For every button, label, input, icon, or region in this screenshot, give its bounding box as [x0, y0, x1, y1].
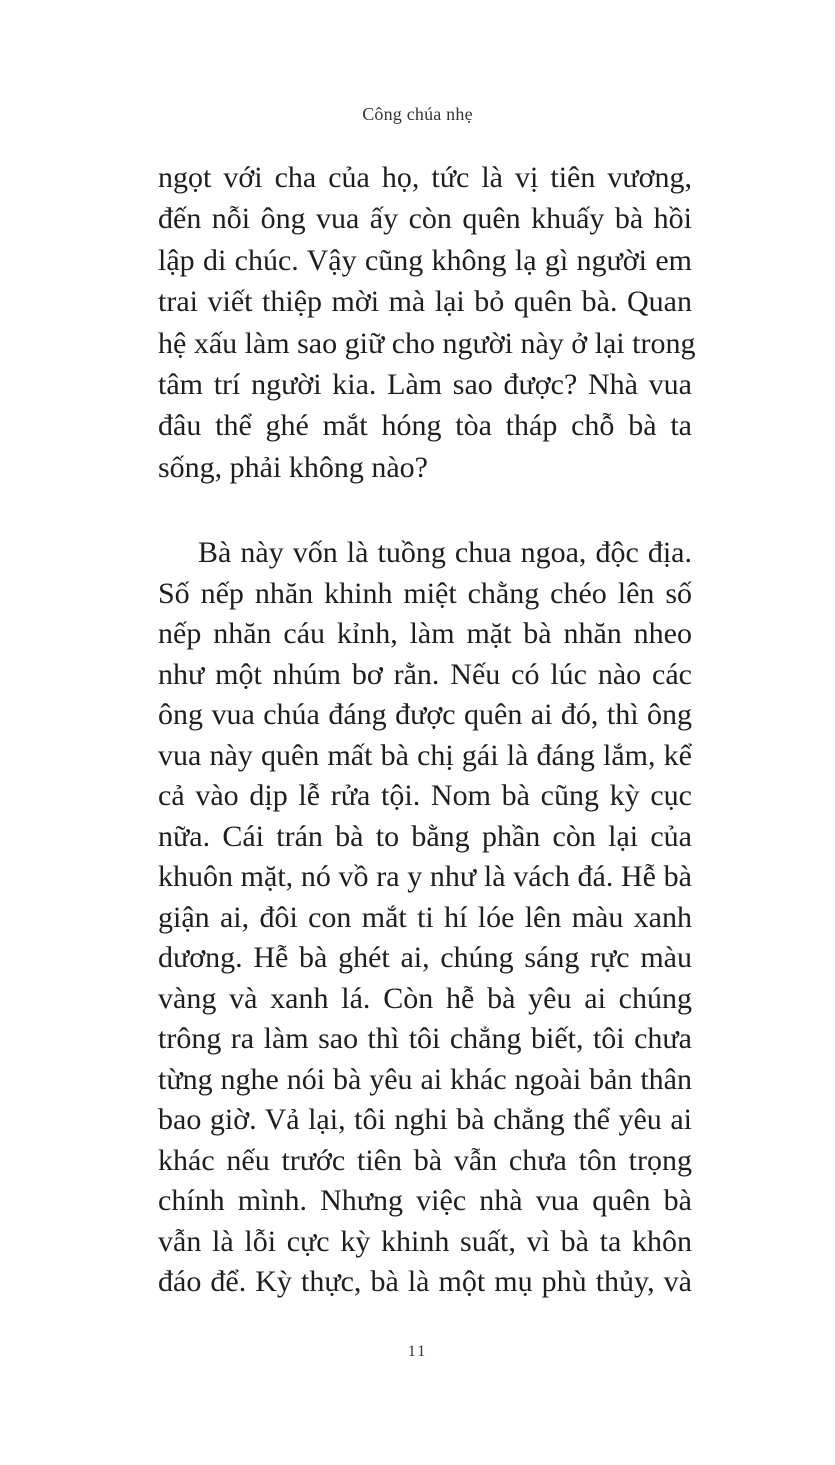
text-line: từng nghe nói bà yêu ai khác ngoài bản thân — [158, 1062, 692, 1096]
text-line: đáo để. Kỳ thực, bà là một mụ phù thủy, và — [158, 1265, 692, 1298]
text-line: vàng và xanh lá. Còn hễ bà yêu ai chúng — [158, 981, 692, 1015]
text-line: đến nỗi ông vua ấy còn quên khuấy bà hồi — [158, 202, 692, 236]
text-line: nếp nhăn cáu kỉnh, làm mặt bà nhăn nheo — [158, 617, 692, 650]
text-line: hệ xấu làm sao giữ cho người này ở lại trong — [158, 326, 696, 360]
text-line: tâm trí người kia. Làm sao được? Nhà vua — [158, 367, 692, 401]
text-line: vẫn là lỗi cực kỳ khinh suất, vì bà ta khôn — [158, 1224, 692, 1258]
paragraph-2 — [158, 533, 692, 1303]
text-line: khuôn mặt, nó vồ ra y như là vách đá. Hễ bà — [158, 860, 692, 893]
text-line: như một nhúm bơ rằn. Nếu có lúc nào các — [158, 657, 692, 691]
text-line: Số nếp nhăn khinh miệt chằng chéo lên số — [158, 576, 692, 610]
text-line: giận ai, đôi con mắt ti hí lóe lên màu xanh — [158, 900, 692, 934]
text-line: chính mình. Nhưng việc nhà vua quên bà — [158, 1184, 692, 1217]
text-line: trông ra làm sao thì tôi chẳng biết, tôi chưa — [158, 1022, 692, 1055]
page-number: 11 — [407, 1343, 428, 1360]
text-line: bao giờ. Vả lại, tôi nghi bà chẳng thể yêu ai — [158, 1103, 692, 1136]
text-line: lập di chúc. Vậy cũng không lạ gì người em — [158, 243, 692, 277]
text-line: vua này quên mất bà chị gái là đáng lắm, kể — [158, 738, 692, 772]
text-line: nữa. Cái trán bà to bằng phần còn lại của — [158, 819, 692, 853]
text-line: ông vua chúa đáng được quên ai đó, thì ông — [158, 698, 692, 731]
text-line: dương. Hễ bà ghét ai, chúng sáng rực màu — [158, 941, 692, 974]
paragraph-1 — [158, 157, 696, 488]
running-head-title: Công chúa nhẹ — [362, 104, 473, 124]
text-line: cả vào dịp lễ rửa tội. Nom bà cũng kỳ cục — [158, 779, 692, 812]
text-line: sống, phải không nào? — [158, 450, 428, 484]
text-line: đâu thể ghé mắt hóng tòa tháp chỗ bà ta — [158, 409, 692, 443]
text-line: ngọt với cha của họ, tức là vị tiên vương, — [158, 161, 692, 194]
text-line: Bà này vốn là tuồng chua ngoa, độc địa. — [198, 536, 692, 569]
text-line: trai viết thiệp mời mà lại bỏ quên bà. Quan — [158, 285, 692, 319]
text-line: khác nếu trước tiên bà vẫn chưa tôn trọng — [158, 1143, 692, 1177]
